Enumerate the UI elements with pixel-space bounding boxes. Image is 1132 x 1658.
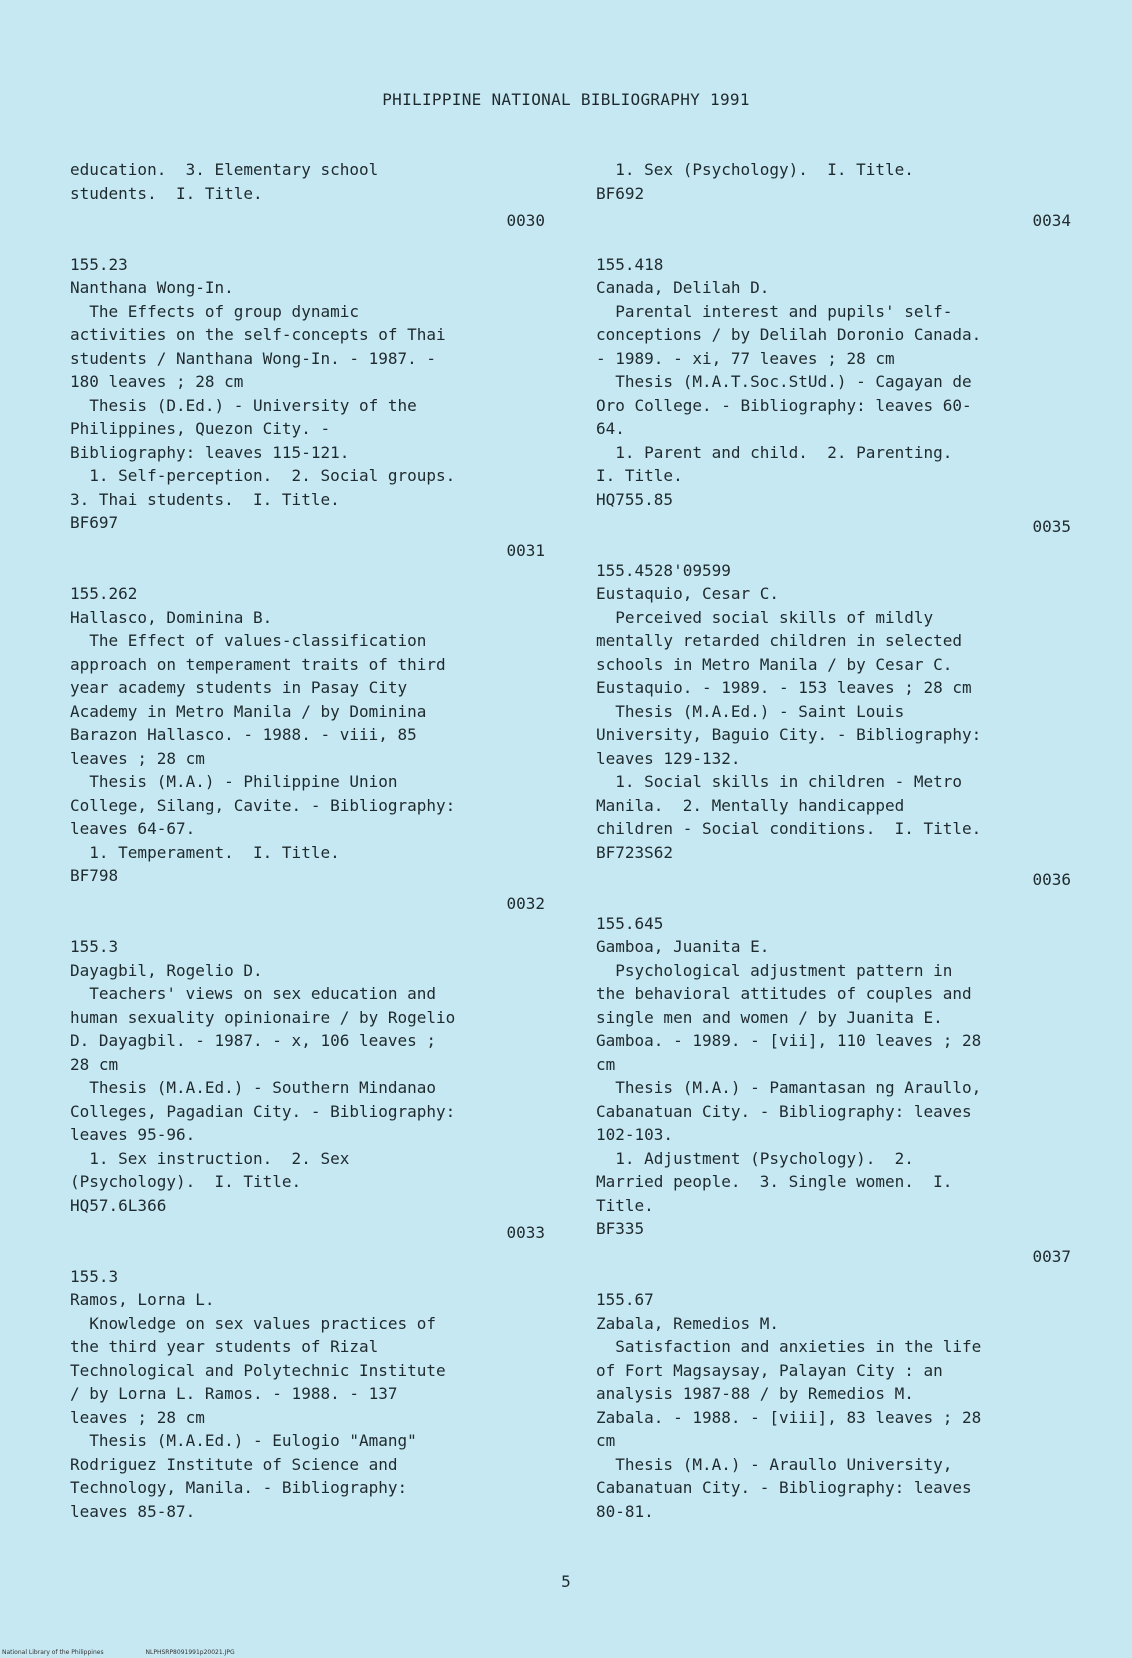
bibliography-entry bbox=[70, 253, 545, 563]
entry-number: 0032 bbox=[506, 893, 545, 913]
entry-line: Thesis (M.A.) - Pamantasan ng Araullo, bbox=[596, 1078, 982, 1097]
entry-line: Oro College. - Bibliography: leaves 60- bbox=[596, 395, 972, 415]
entry-line: students. I. Title. bbox=[70, 183, 263, 203]
right-column bbox=[596, 158, 1071, 1523]
entry-line: Cabanatuan City. - Bibliography: leaves bbox=[596, 1101, 972, 1121]
entry-line: Ramos, Lorna L. bbox=[70, 1290, 215, 1309]
entry-line: Teachers' views on sex education and bbox=[70, 984, 437, 1003]
entry-line: education. 3. Elementary school bbox=[70, 160, 379, 179]
entry-line: The Effect of values-classification bbox=[70, 631, 427, 650]
entry-line: leaves 85-87. bbox=[70, 1501, 196, 1521]
entry-line: 1. Self-perception. 2. Social groups. bbox=[70, 466, 456, 485]
entry-line: Technology, Manila. - Bibliography: bbox=[70, 1478, 408, 1497]
entry-line: Title. bbox=[596, 1195, 654, 1215]
entry-line: D. Dayagbil. - 1987. - x, 106 leaves ; bbox=[70, 1031, 437, 1050]
entry-line: human sexuality opinionaire / by Rogelio bbox=[70, 1007, 456, 1027]
entry-line: Nanthana Wong-In. bbox=[70, 278, 234, 297]
entry-line: / by Lorna L. Ramos. - 1988. - 137 bbox=[70, 1384, 398, 1403]
entry-line: Perceived social skills of mildly bbox=[596, 607, 934, 627]
entry-line: 102-103. bbox=[596, 1125, 674, 1144]
entry-line: Thesis (M.A.) - Philippine Union bbox=[70, 772, 398, 791]
entry-line: Gamboa. - 1989. - [vii], 110 leaves ; 28 bbox=[596, 1031, 982, 1050]
entry-line: schools in Metro Manila / by Cesar C. bbox=[596, 654, 953, 674]
entry-line: Colleges, Pagadian City. - Bibliography: bbox=[70, 1101, 456, 1121]
entry-line: 1. Temperament. I. Title. bbox=[70, 842, 340, 862]
entry-line: Technological and Polytechnic Institute bbox=[70, 1360, 446, 1380]
entry-line: 1. Sex (Psychology). I. Title. bbox=[596, 160, 914, 179]
entry-line: BF692 bbox=[596, 183, 645, 203]
entry-line: 1. Sex instruction. 2. Sex bbox=[70, 1148, 350, 1168]
entry-line: Eustaquio. - 1989. - 153 leaves ; 28 cm bbox=[596, 678, 972, 697]
entry-number: 0037 bbox=[1032, 1246, 1071, 1266]
entry-line: University, Baguio City. - Bibliography: bbox=[596, 725, 982, 744]
footer-library: National Library of the Philippines bbox=[2, 1649, 104, 1656]
entry-number: 0035 bbox=[1032, 517, 1071, 536]
entry-line: 1. Social skills in children - Metro bbox=[596, 772, 963, 791]
entry-line: Psychological adjustment pattern in bbox=[596, 960, 953, 980]
bibliography-entry bbox=[596, 253, 1071, 539]
scan-footer bbox=[2, 1649, 275, 1656]
entry-line: Bibliography: leaves 115-121. bbox=[70, 442, 350, 462]
entry-line: Academy in Metro Manila / by Dominina bbox=[70, 701, 427, 721]
entry-line: HQ755.85 bbox=[596, 489, 674, 509]
entry-line: students / Nanthana Wong-In. - 1987. - bbox=[70, 348, 437, 368]
entry-line: Thesis (M.A.Ed.) - Saint Louis bbox=[596, 701, 905, 721]
entry-line: leaves ; 28 cm bbox=[70, 748, 205, 768]
entry-number: 0033 bbox=[506, 1223, 545, 1242]
entry-line: Barazon Hallasco. - 1988. - viii, 85 bbox=[70, 725, 417, 744]
entry-line: HQ57.6L366 bbox=[70, 1195, 167, 1215]
entry-line: mentally retarded children in selected bbox=[596, 631, 963, 650]
page-header: PHILIPPINE NATIONAL BIBLIOGRAPHY 1991 bbox=[382, 90, 750, 109]
entry-line: 155.645 bbox=[596, 913, 664, 933]
entry-line: Satisfaction and anxieties in the life bbox=[596, 1337, 982, 1356]
entry-line: Manila. 2. Mentally handicapped bbox=[596, 795, 905, 815]
entry-line: Eustaquio, Cesar C. bbox=[596, 584, 780, 603]
entry-line: the behavioral attitudes of couples and bbox=[596, 984, 972, 1003]
entry-line: Knowledge on sex values practices of bbox=[70, 1313, 437, 1333]
entry-line: BF697 bbox=[70, 513, 119, 532]
entry-line: College, Silang, Cavite. - Bibliography: bbox=[70, 795, 456, 815]
bibliography-entry bbox=[596, 912, 1071, 1269]
entry-line: 155.3 bbox=[70, 1266, 119, 1286]
entry-number: 0031 bbox=[506, 540, 545, 560]
entry-line: BF798 bbox=[70, 866, 119, 885]
entry-line: leaves 64-67. bbox=[70, 819, 196, 838]
entry-line: Thesis (M.A.) - Araullo University, bbox=[596, 1454, 953, 1474]
entry-line: - 1989. - xi, 77 leaves ; 28 cm bbox=[596, 348, 895, 368]
entry-line: of Fort Magsaysay, Palayan City : an bbox=[596, 1360, 943, 1380]
entry-line: conceptions / by Delilah Doronio Canada. bbox=[596, 325, 982, 344]
entry-line: Dayagbil, Rogelio D. bbox=[70, 960, 263, 980]
entry-line: 155.23 bbox=[70, 254, 128, 274]
entry-line: Hallasco, Dominina B. bbox=[70, 607, 273, 627]
entry-line: Thesis (D.Ed.) - University of the bbox=[70, 395, 417, 415]
entry-line: Philippines, Quezon City. - bbox=[70, 419, 331, 438]
entry-line: 1. Adjustment (Psychology). 2. bbox=[596, 1148, 914, 1168]
bibliography-entry bbox=[596, 559, 1071, 892]
bibliography-entry bbox=[70, 158, 545, 233]
entry-line: leaves ; 28 cm bbox=[70, 1407, 205, 1427]
entry-line: Parental interest and pupils' self- bbox=[596, 301, 953, 321]
entry-line: activities on the self-concepts of Thai bbox=[70, 325, 446, 344]
entry-line: cm bbox=[596, 1431, 616, 1450]
entry-line: Cabanatuan City. - Bibliography: leaves bbox=[596, 1478, 972, 1497]
entry-line: 155.3 bbox=[70, 937, 119, 956]
bibliography-entry bbox=[596, 1288, 1071, 1523]
page-number: 5 bbox=[561, 1572, 571, 1591]
entry-line: children - Social conditions. I. Title. bbox=[596, 819, 982, 838]
entry-line: 155.4528'09599 bbox=[596, 560, 731, 580]
bibliography-entry bbox=[596, 158, 1071, 233]
footer-filename: NLPHSRP8091991p20021.JPG bbox=[145, 1649, 235, 1656]
entry-line: I. Title. bbox=[596, 466, 683, 485]
entry-line: 155.67 bbox=[596, 1290, 654, 1309]
entry-line: Canada, Delilah D. bbox=[596, 278, 770, 297]
entry-line: leaves 129-132. bbox=[596, 748, 741, 768]
entry-line: Zabala, Remedios M. bbox=[596, 1313, 780, 1333]
entry-line: Zabala. - 1988. - [viii], 83 leaves ; 28 bbox=[596, 1407, 982, 1427]
bibliography-entry bbox=[70, 1265, 545, 1524]
entry-line: 80-81. bbox=[596, 1501, 654, 1521]
entry-line: leaves 95-96. bbox=[70, 1125, 196, 1144]
entry-line: approach on temperament traits of third bbox=[70, 654, 446, 674]
entry-line: 155.418 bbox=[596, 254, 664, 274]
entry-line: year academy students in Pasay City bbox=[70, 678, 408, 697]
entry-line: cm bbox=[596, 1054, 616, 1074]
entry-line: 1. Parent and child. 2. Parenting. bbox=[596, 442, 953, 462]
entry-line: 28 cm bbox=[70, 1054, 119, 1074]
entry-line: Married people. 3. Single women. I. bbox=[596, 1172, 953, 1191]
entry-line: BF335 bbox=[596, 1219, 645, 1238]
entry-line: 155.262 bbox=[70, 584, 138, 603]
bibliography-entry bbox=[70, 582, 545, 915]
entry-line: (Psychology). I. Title. bbox=[70, 1172, 302, 1191]
entry-line: Thesis (M.A.Ed.) - Southern Mindanao bbox=[70, 1078, 437, 1097]
entry-line: Gamboa, Juanita E. bbox=[596, 937, 770, 956]
entry-line: the third year students of Rizal bbox=[70, 1337, 379, 1356]
left-column bbox=[70, 158, 545, 1523]
entry-line: Thesis (M.A.T.Soc.StUd.) - Cagayan de bbox=[596, 372, 972, 391]
entry-line: single men and women / by Juanita E. bbox=[596, 1007, 943, 1027]
entry-line: The Effects of group dynamic bbox=[70, 301, 359, 321]
entry-number: 0030 bbox=[506, 211, 545, 230]
entry-line: 64. bbox=[596, 419, 625, 438]
entry-line: 3. Thai students. I. Title. bbox=[70, 489, 340, 509]
entry-number: 0034 bbox=[1032, 211, 1071, 230]
entry-line: BF723S62 bbox=[596, 842, 674, 862]
entry-line: 180 leaves ; 28 cm bbox=[70, 372, 244, 391]
bibliography-entry bbox=[70, 935, 545, 1245]
entry-line: analysis 1987-88 / by Remedios M. bbox=[596, 1384, 914, 1403]
entry-line: Rodriguez Institute of Science and bbox=[70, 1454, 398, 1474]
entry-number: 0036 bbox=[1032, 870, 1071, 889]
entry-line: Thesis (M.A.Ed.) - Eulogio "Amang" bbox=[70, 1431, 417, 1450]
